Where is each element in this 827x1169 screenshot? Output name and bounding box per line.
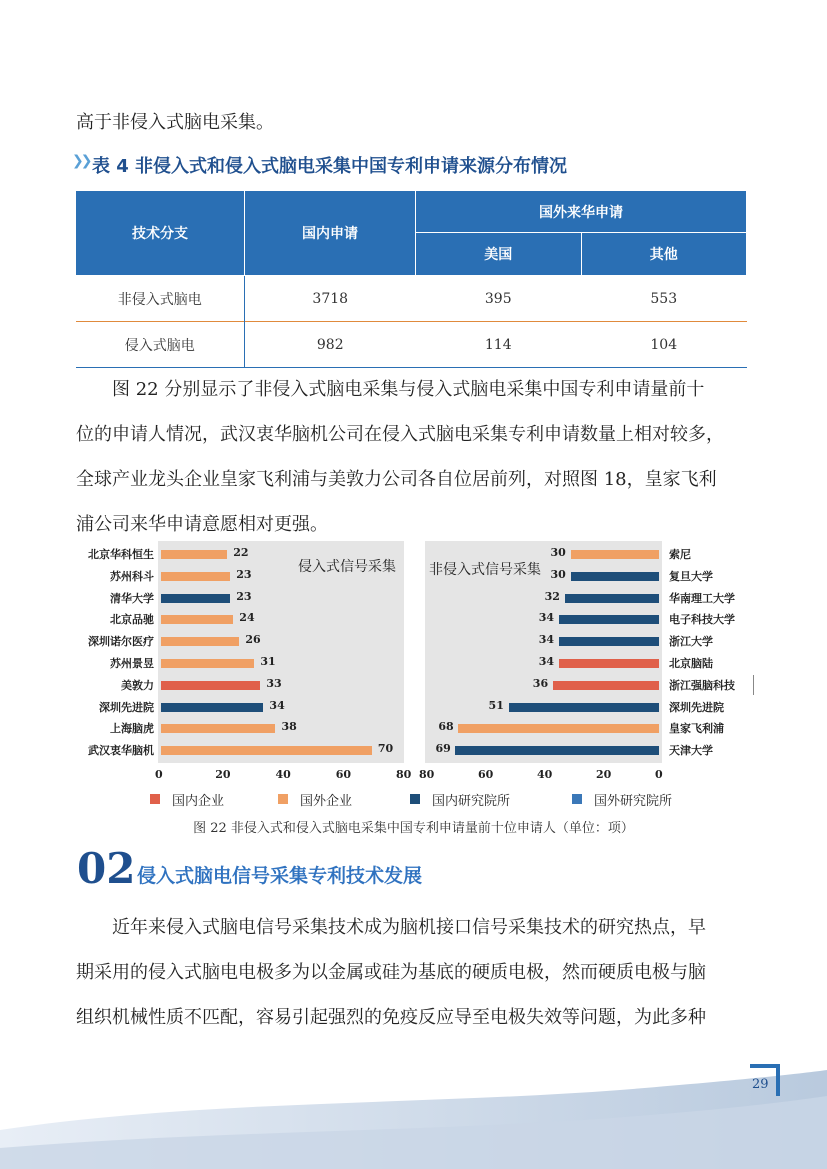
legend-label: 国外研究院所 [594, 794, 673, 809]
category-label: 华南理工大学 [669, 591, 735, 605]
paragraph-line: 图 22 分别显示了非侵入式脑电采集与侵入式脑电采集中国专利申请量前十 [112, 379, 705, 400]
patent-source-table [75, 190, 747, 368]
category-label: 浙江强脑科技 [669, 678, 735, 692]
data-label: 23 [236, 567, 252, 581]
intro-line: 高于非侵入式脑电采集。 [76, 112, 274, 133]
bar [161, 594, 230, 603]
bar [458, 724, 659, 733]
paragraph-line: 组织机械性质不匹配，容易引起强烈的免疫反应导至电极失效等问题，为此多种 [76, 1007, 706, 1028]
category-label: 深圳诺尔医疗 [88, 635, 154, 649]
category-label: 深圳先进院 [99, 700, 154, 714]
data-label: 69 [435, 742, 451, 756]
data-label: 23 [236, 589, 252, 603]
bar [559, 659, 659, 668]
axis-tick-label: 40 [537, 768, 553, 781]
paragraph-line: 浦公司来华申请意愿相对更强。 [76, 514, 328, 535]
category-label: 浙江大学 [669, 635, 713, 649]
category-label: 苏州科斗 [110, 569, 154, 583]
data-label: 38 [281, 720, 297, 734]
category-label: 北京华科恒生 [88, 548, 154, 561]
bar [161, 746, 372, 755]
legend-swatch [278, 794, 288, 804]
category-label: 美敦力 [121, 678, 154, 692]
axis-tick-label: 60 [478, 768, 494, 781]
right-chart-title: 非侵入式信号采集 [429, 562, 541, 578]
paragraph-line: 期采用的侵入式脑电电极多为以金属或硅为基底的硬质电极，然而硬质电极与脑 [76, 962, 706, 983]
header-us: 美国 [416, 233, 582, 276]
data-label: 30 [550, 567, 566, 581]
figure-caption: 图 22 非侵入式和侵入式脑电采集中国专利申请量前十位申请人（单位：项） [193, 821, 634, 836]
axis-tick-label: 20 [596, 768, 612, 781]
footer-wave-decoration [0, 1060, 827, 1169]
data-label: 36 [532, 676, 549, 690]
data-label: 34 [538, 633, 554, 647]
category-label: 武汉衷华脑机 [88, 744, 154, 758]
table-row [76, 276, 747, 322]
legend-label: 国内研究院所 [432, 794, 511, 809]
bar [509, 703, 659, 712]
data-label: 22 [233, 546, 249, 559]
bar [161, 615, 233, 624]
data-label: 26 [245, 633, 261, 647]
data-label: 70 [377, 742, 394, 756]
axis-tick-label: 20 [215, 768, 231, 781]
paragraph-line: 全球产业龙头企业皇家飞利浦与美敦力公司各自位居前列，对照图 18，皇家飞利 [76, 469, 717, 490]
bar [161, 703, 263, 712]
cell-us: 395 [484, 290, 512, 307]
axis-tick-label: 0 [655, 768, 663, 781]
cell-other: 553 [650, 290, 678, 307]
category-label: 清华大学 [110, 591, 154, 605]
data-label: 68 [438, 720, 454, 734]
body-paragraph-2 [76, 905, 756, 1040]
bar [161, 550, 227, 559]
left-chart-title: 侵入式信号采集 [298, 559, 396, 575]
header-domestic: 国内申请 [245, 191, 416, 276]
category-label: 北京脑陆 [669, 657, 713, 670]
data-label: 33 [266, 676, 282, 690]
double-chevron-icon: ❯❯ [72, 153, 90, 169]
header-other: 其他 [581, 233, 747, 276]
header-foreign: 国外来华申请 [416, 191, 747, 233]
bar [161, 572, 230, 581]
bar [553, 681, 659, 690]
bar [161, 724, 275, 733]
legend-label: 国内企业 [172, 794, 225, 809]
bar [559, 637, 659, 646]
section-title: 侵入式脑电信号采集专利技术发展 [137, 865, 423, 887]
legend-swatch [150, 794, 160, 804]
bar [455, 746, 659, 755]
paragraph-line: 近年来侵入式脑电信号采集技术成为脑机接口信号采集技术的研究热点，早 [112, 917, 706, 938]
cell-us: 114 [484, 336, 512, 353]
legend-label: 国外企业 [300, 794, 353, 809]
data-label: 30 [550, 546, 566, 559]
legend-swatch [410, 794, 420, 804]
data-label: 32 [544, 589, 560, 603]
category-label: 天津大学 [669, 744, 713, 758]
table-title-text: 表 4 非侵入式和侵入式脑电采集中国专利申请来源分布情况 [92, 156, 568, 177]
bar [161, 681, 260, 690]
table-title [72, 152, 568, 178]
body-paragraph-1 [76, 367, 756, 547]
table-row [76, 322, 747, 368]
category-label: 深圳先进院 [669, 700, 724, 714]
axis-tick-label: 0 [155, 768, 163, 781]
bar [161, 637, 239, 646]
axis-tick-label: 80 [419, 768, 435, 781]
cell-domestic: 982 [316, 336, 344, 353]
category-label: 苏州景昱 [110, 657, 154, 670]
axis-tick-label: 60 [335, 768, 352, 781]
data-label: 34 [269, 698, 285, 712]
data-label: 34 [538, 655, 554, 668]
category-label: 上海脑虎 [110, 722, 154, 736]
data-label: 51 [488, 698, 504, 712]
category-label: 索尼 [669, 548, 691, 561]
bar [559, 615, 659, 624]
cell-branch: 侵入式脑电 [76, 322, 245, 368]
cell-branch: 非侵入式脑电 [76, 276, 245, 322]
cell-other: 104 [650, 336, 678, 353]
intro-text [76, 100, 756, 145]
bar [565, 594, 659, 603]
section-number: 02 [77, 844, 136, 893]
axis-tick-label: 80 [396, 768, 412, 781]
bar [571, 550, 660, 559]
page-number: 29 [752, 1077, 769, 1092]
category-label: 电子科技大学 [669, 613, 735, 627]
bar [571, 572, 660, 581]
category-label: 北京品驰 [110, 613, 154, 627]
legend-swatch [572, 794, 582, 804]
cell-domestic: 3718 [312, 290, 349, 307]
label-bracket [749, 675, 754, 695]
paragraph-line: 位的申请人情况，武汉衷华脑机公司在侵入式脑电采集专利申请数量上相对较多， [76, 424, 724, 445]
data-label: 31 [260, 655, 276, 668]
axis-tick-label: 40 [275, 768, 291, 781]
data-label: 24 [239, 611, 255, 625]
data-label: 34 [538, 611, 554, 625]
header-branch: 技术分支 [76, 191, 245, 276]
bar [161, 659, 254, 668]
category-label: 复旦大学 [669, 569, 713, 583]
category-label: 皇家飞利浦 [669, 722, 724, 736]
